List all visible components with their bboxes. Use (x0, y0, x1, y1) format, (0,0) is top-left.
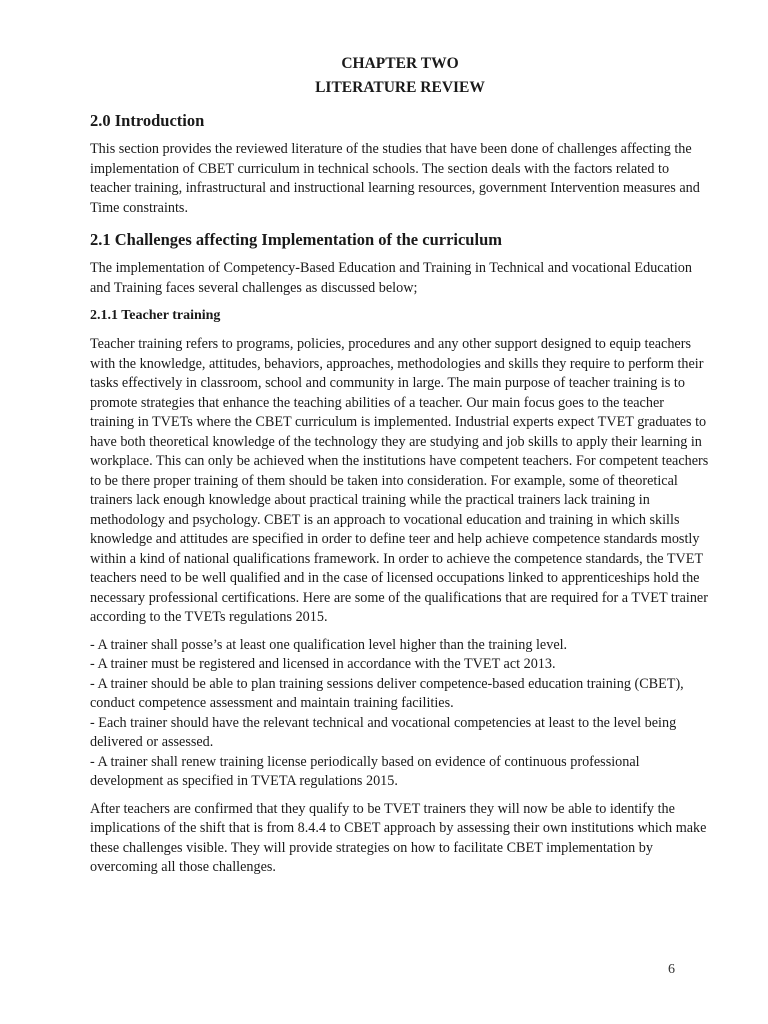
list-item: - A trainer shall posse’s at least one qualification level higher than the training level. (90, 636, 568, 653)
teacher-training-paragraph: Teacher training refers to programs, policies, procedures and any other support designed to equip teachers with the knowledge, attitudes, behaviors, approaches, methodologies and skills they require to perform their tasks effectively in classroom, school and community in large. The main purpose of teacher training is to promote strategies that enhance the teaching abilities of a teacher. Our main focus goes to the teacher training in TVETs where the CBET curriculum is implemented. Industrial experts expect TVET graduates to have both theoretical knowledge of the technology they are studying and job skills to apply their learning in workplace. This can only be achieved when the institutions have competent teachers. For competent teachers to be there proper training of them should be taken into consideration. For example, some of theoretical trainers lack enough knowledge about practical training while the practical trainers lack training in methodology and psychology. CBET is an approach to vocational education and training in which skills knowledge and attitudes are specified in order to define teer and help achieve competence standards mostly within a kind of national qualifications framework. In order to achieve the competence standards, the TVET teachers need to be well qualified and in the case of licensed occupations linked to apprenticeships hold the necessary professional certifications. Here are some of the qualifications that are required for a TVET trainer according to the TVETs regulations 2015. (90, 336, 709, 625)
page-number: 6 (668, 962, 675, 977)
challenges-paragraph: The implementation of Competency-Based Education and Training in Technical and vocational Education and Training faces several challenges as discussed below; (90, 260, 692, 296)
chapter-title: LITERATURE REVIEW (315, 79, 485, 96)
list-item: - A trainer must be registered and licensed in accordance with the TVET act 2013. (90, 656, 556, 672)
intro-heading: 2.0 Introduction (90, 111, 205, 130)
closing-paragraph: After teachers are confirmed that they qualify to be TVET trainers they will now be able to identify the implications of the shift that is from 8.4.4 to CBET approach by assessing their own institutions which make these challenges visible. They will provide strategies on how to facilitate CBET implementation by overcoming all those challenges. (90, 800, 707, 875)
list-item: - A trainer should be able to plan training sessions deliver competence-based education training (CBET), conduct competence assessment and maintain training facilities. (90, 675, 684, 711)
list-item: - A trainer shall renew training license periodically based on evidence of continuous professional development as specified in TVETA regulations 2015. (90, 753, 640, 789)
document-page (90, 52, 710, 878)
intro-paragraph: This section provides the reviewed literature of the studies that have been done of challenges affecting the implementation of CBET curriculum in technical schools. The section deals with the factors related to teacher training, infrastructural and instructional learning resources, government Intervention measures and Time constraints. (90, 141, 700, 216)
list-item: - Each trainer should have the relevant technical and vocational competencies at least to the level being delivered or assessed. (90, 714, 677, 750)
challenges-heading: 2.1 Challenges affecting Implementation of the curriculum (90, 230, 502, 249)
teacher-training-heading: 2.1.1 Teacher training (90, 308, 221, 323)
qualifications-list (90, 636, 710, 792)
chapter-label: CHAPTER TWO (341, 55, 459, 72)
